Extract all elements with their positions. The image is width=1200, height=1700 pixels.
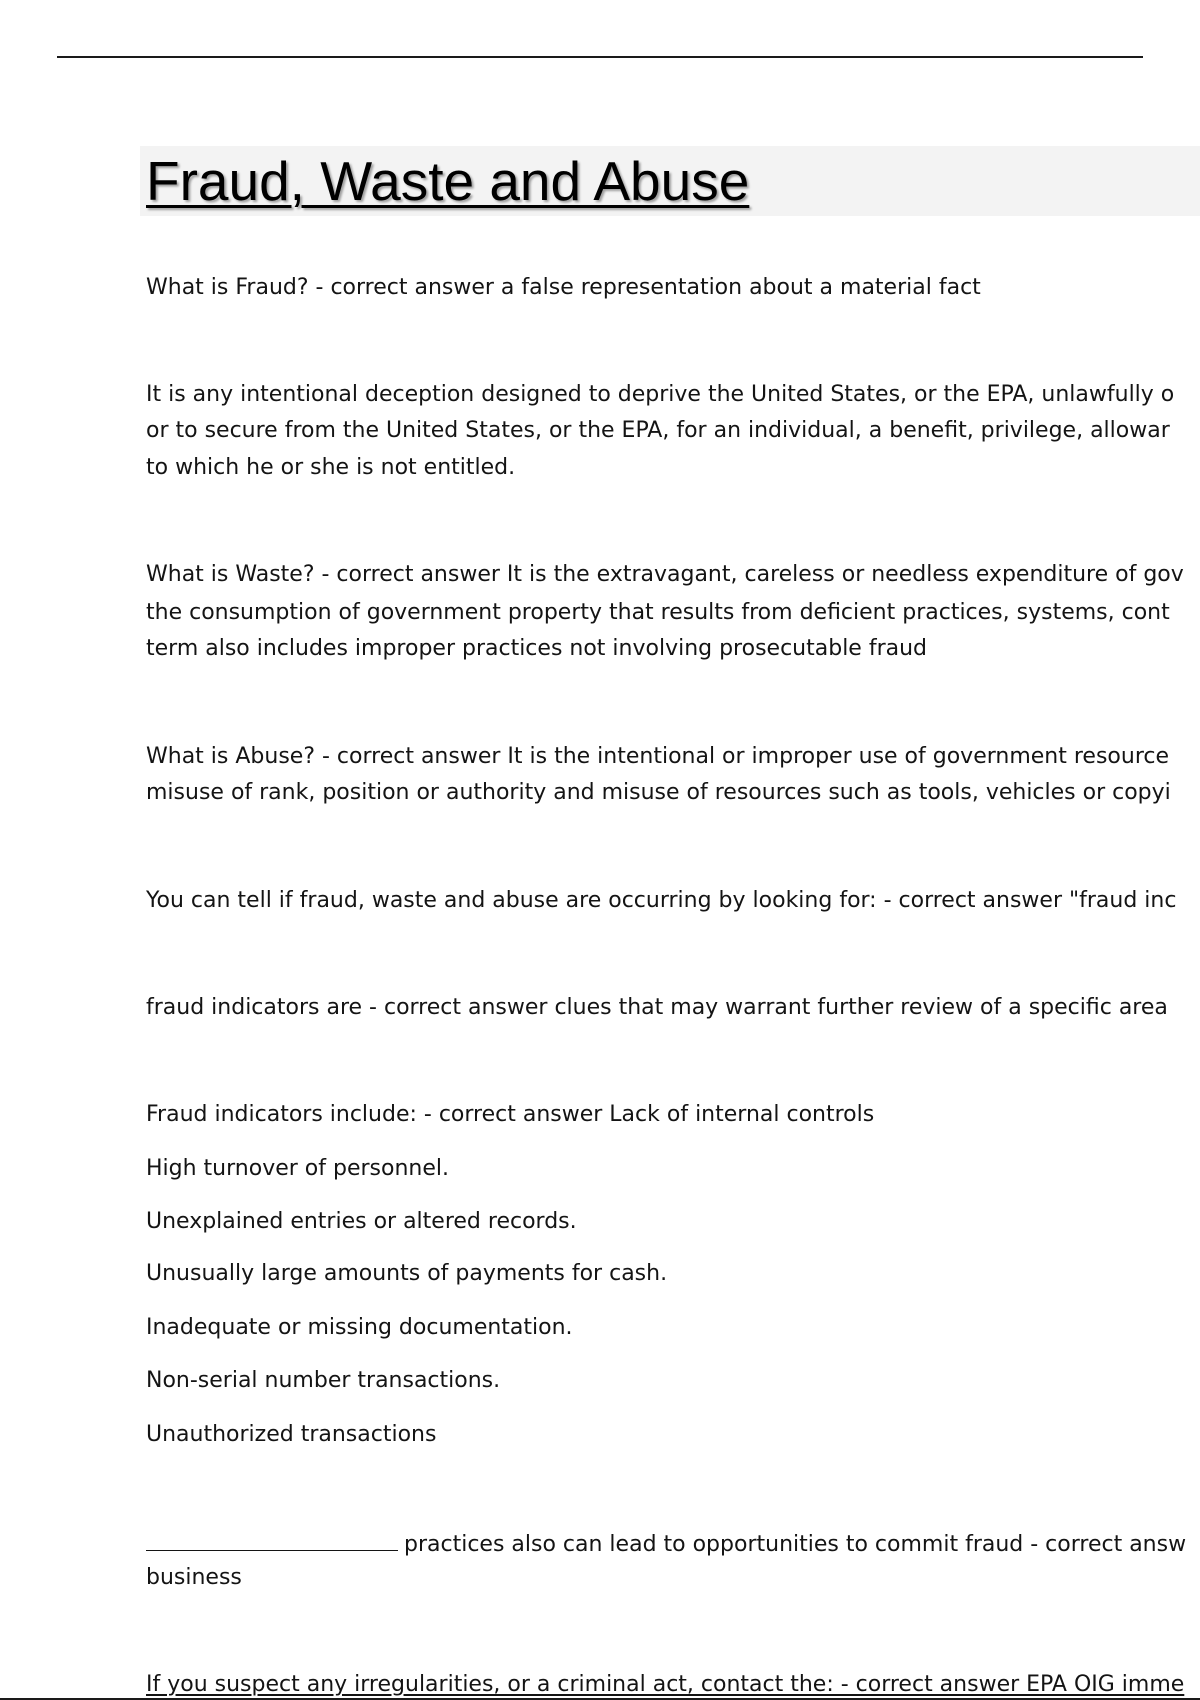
fraud-indicators-include: Fraud indicators include: - correct answer Lack of internal controls [146,1102,875,1127]
indicator-item: Unexplained entries or altered records. [146,1209,577,1234]
indicator-item: Non-serial number transactions. [146,1368,501,1393]
waste-definition-line-1: What is Waste? - correct answer It is the extravagant, careless or needless expenditure of gov [146,562,1184,587]
fraud-indicators-are: fraud indicators are - correct answer clues that may warrant further review of a specific area [146,995,1168,1020]
document-body [146,0,1200,1700]
answer-blank [146,1524,398,1551]
abuse-definition-line-1: What is Abuse? - correct answer It is the intentional or improper use of government resource [146,744,1170,769]
indicator-item: High turnover of personnel. [146,1156,449,1181]
abuse-definition-line-2: misuse of rank, position or authority and misuse of resources such as tools, vehicles or copyi [146,780,1171,805]
indicator-item: Inadequate or missing documentation. [146,1315,573,1340]
indicator-item: Unusually large amounts of payments for cash. [146,1261,668,1286]
suspect-irregularities: If you suspect any irregularities, or a criminal act, contact the: - correct answer EPA OIG imme [146,1672,1185,1697]
tell-if-occurring: You can tell if fraud, waste and abuse are occurring by looking for: - correct answer "fraud inc [146,888,1177,913]
practices-question-text: practices also can lead to opportunities to commit fraud - correct answ [404,1532,1187,1557]
fraud-detail-line-2: or to secure from the United States, or the EPA, for an individual, a benefit, privilege, allowar [146,418,1170,443]
practices-question-line-2: business [146,1565,242,1590]
indicator-item: Unauthorized transactions [146,1422,437,1447]
fraud-detail-line-1: It is any intentional deception designed to deprive the United States, or the EPA, unlawfully o [146,382,1175,407]
fraud-detail-line-3: to which he or she is not entitled. [146,455,516,480]
fraud-definition: What is Fraud? - correct answer a false representation about a material fact [146,275,981,300]
waste-definition-line-2: the consumption of government property that results from deficient practices, systems, cont [146,600,1170,625]
waste-definition-line-3: term also includes improper practices not involving prosecutable fraud [146,636,928,661]
practices-question-line-1 [146,1524,1186,1564]
document-title: Fraud, Waste and Abuse [146,150,750,212]
